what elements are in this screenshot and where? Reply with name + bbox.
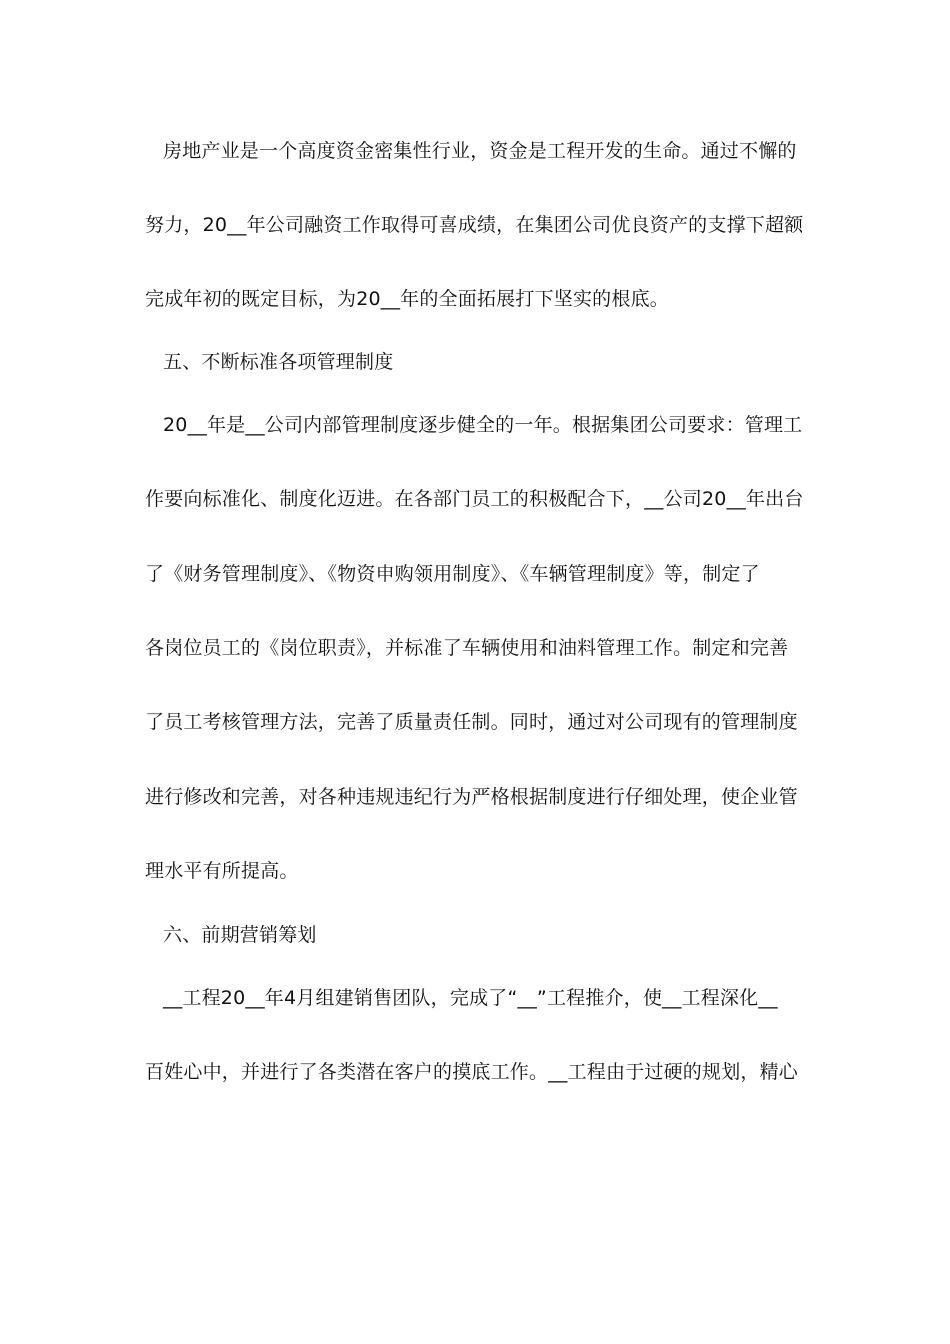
- paragraph-line: 房地产业是一个高度资金密集性行业，资金是工程开发的生命。通过不懈的: [163, 140, 797, 162]
- paragraph-line: 理水平有所提高。: [145, 860, 299, 882]
- paragraph-line: 了员工考核管理方法，完善了质量责任制。同时，通过对公司现有的管理制度: [145, 711, 798, 733]
- paragraph-line: 完成年初的既定目标，为20__年的全面拓展打下坚实的根底。: [145, 288, 669, 310]
- section-heading: 五、不断标准各项管理制度: [163, 351, 394, 373]
- paragraph-line: 了《财务管理制度》、《物资申购领用制度》、《车辆管理制度》等，制定了: [145, 563, 760, 585]
- paragraph-line: 作要向标准化、制度化迈进。在各部门员工的积极配合下，__公司20__年出台: [145, 488, 804, 510]
- paragraph-line: 努力，20__年公司融资工作取得可喜成绩，在集团公司优良资产的支撑下超额: [145, 214, 804, 236]
- paragraph-line: 百姓心中，并进行了各类潜在客户的摸底工作。__工程由于过硬的规划，精心: [145, 1061, 799, 1083]
- paragraph-line: __工程20__年4月组建销售团队，完成了“__”工程推介，使__工程深化__: [163, 987, 778, 1009]
- section-heading: 六、前期营销筹划: [163, 924, 317, 946]
- paragraph-line: 进行修改和完善，对各种违规违纪行为严格根据制度进行仔细处理，使企业管: [145, 786, 798, 808]
- paragraph-line: 20__年是__公司内部管理制度逐步健全的一年。根据集团公司要求：管理工: [163, 414, 803, 436]
- paragraph-line: 各岗位员工的《岗位职责》，并标准了车辆使用和油料管理工作。制定和完善: [145, 637, 789, 659]
